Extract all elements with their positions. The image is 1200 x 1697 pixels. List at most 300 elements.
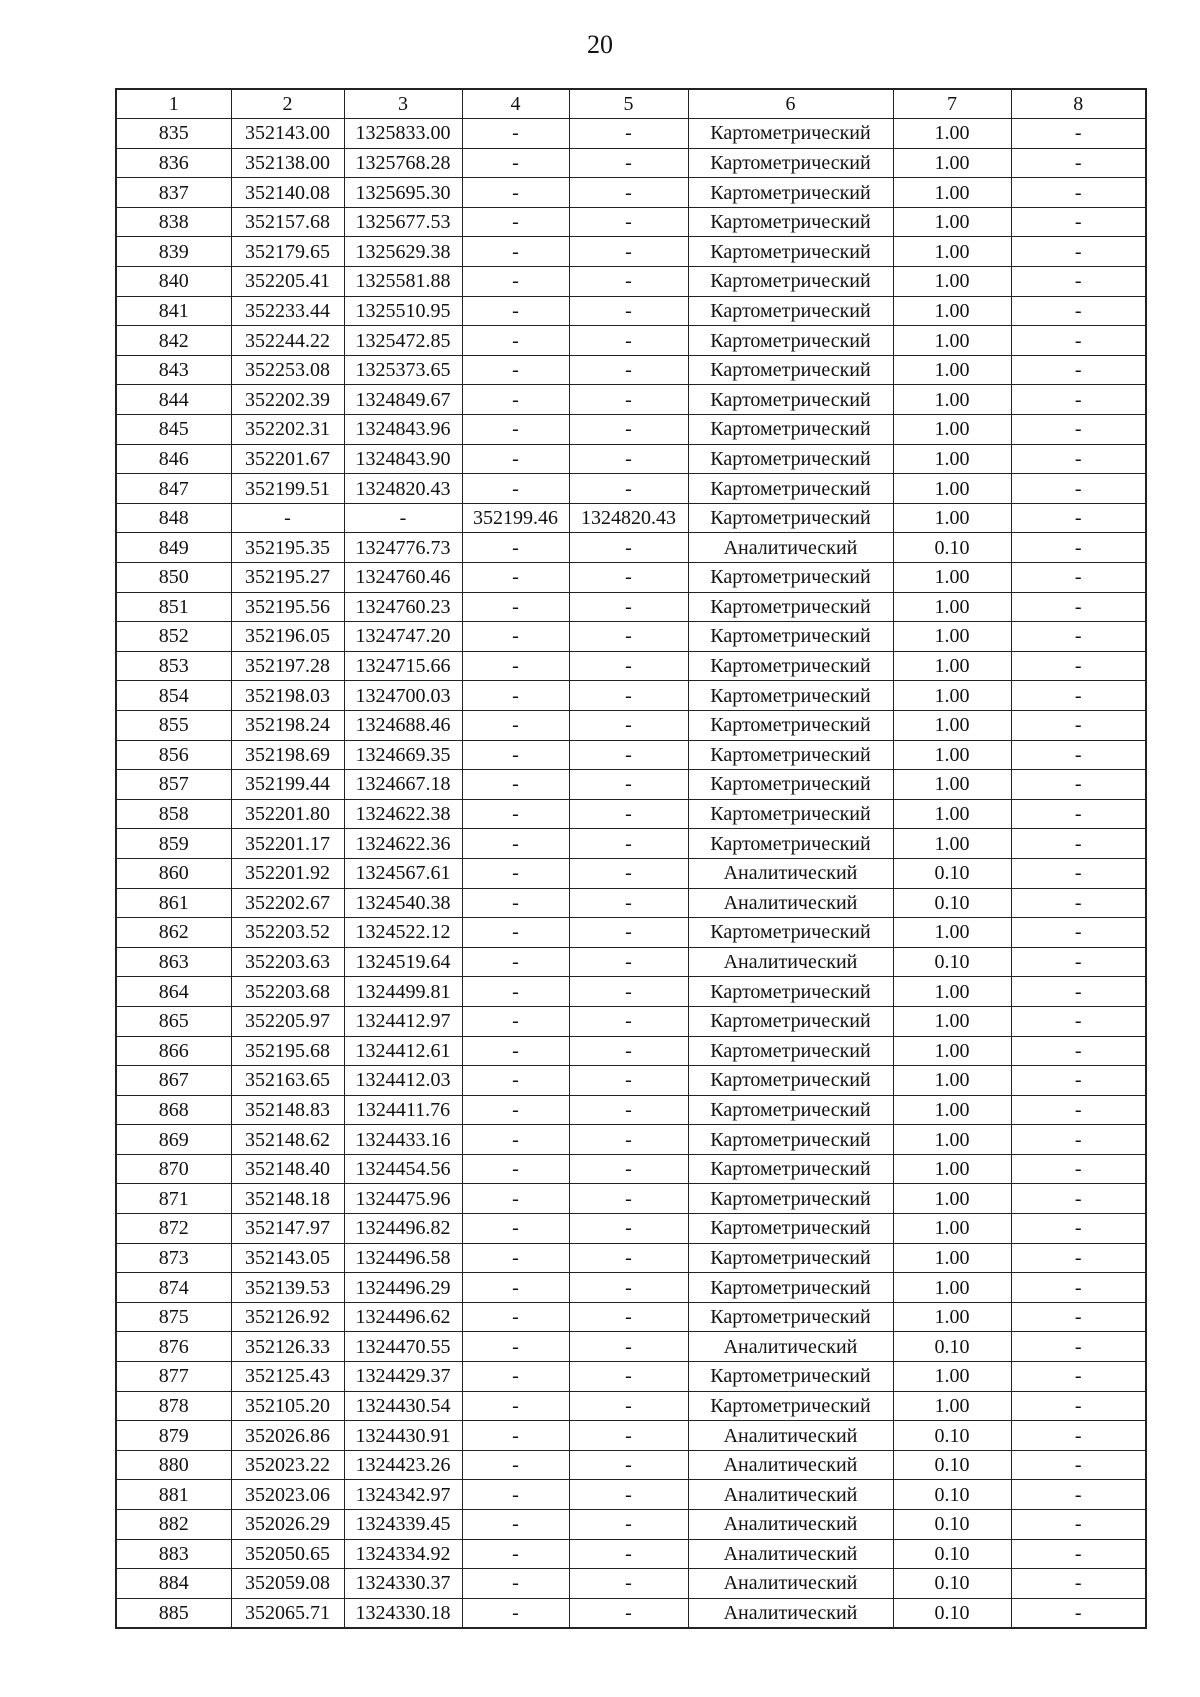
table-cell: 1.00 — [893, 474, 1011, 504]
table-cell: 839 — [116, 237, 231, 267]
table-cell: - — [462, 1480, 569, 1510]
table-cell: 1.00 — [893, 1214, 1011, 1244]
table-cell: 1.00 — [893, 326, 1011, 356]
table-cell: 1.00 — [893, 918, 1011, 948]
table-cell: 1.00 — [893, 237, 1011, 267]
table-cell: Картометрический — [688, 799, 893, 829]
table-cell: - — [462, 178, 569, 208]
table-cell: - — [462, 1214, 569, 1244]
table-cell: 862 — [116, 918, 231, 948]
table-cell: - — [1011, 1450, 1146, 1480]
table-row — [116, 1066, 1146, 1096]
table-cell: 352198.69 — [231, 740, 344, 770]
table-cell: - — [1011, 1273, 1146, 1303]
table-cell: Картометрический — [688, 1243, 893, 1273]
table-cell: 1324496.82 — [344, 1214, 462, 1244]
table-cell: 0.10 — [893, 858, 1011, 888]
table-cell: 352201.80 — [231, 799, 344, 829]
table-cell: 352202.67 — [231, 888, 344, 918]
table-cell: Аналитический — [688, 1539, 893, 1569]
table-cell: 846 — [116, 444, 231, 474]
table-cell: 352201.92 — [231, 858, 344, 888]
table-cell: - — [1011, 207, 1146, 237]
table-row — [116, 1184, 1146, 1214]
table-cell: 1.00 — [893, 1095, 1011, 1125]
table-cell: - — [1011, 1480, 1146, 1510]
table-cell: 1.00 — [893, 385, 1011, 415]
table-cell: Картометрический — [688, 977, 893, 1007]
table-cell: 352147.97 — [231, 1214, 344, 1244]
table-cell: - — [569, 829, 688, 859]
table-cell: 1.00 — [893, 710, 1011, 740]
table-cell: - — [569, 1332, 688, 1362]
table-cell: - — [1011, 1421, 1146, 1451]
table-cell: Аналитический — [688, 533, 893, 563]
table-row — [116, 918, 1146, 948]
table-cell: 855 — [116, 710, 231, 740]
table-cell: - — [569, 1214, 688, 1244]
table-cell: Картометрический — [688, 1095, 893, 1125]
table-cell: - — [1011, 799, 1146, 829]
table-cell: - — [569, 119, 688, 149]
table-cell: - — [462, 592, 569, 622]
table-cell: 871 — [116, 1184, 231, 1214]
table-cell: 848 — [116, 503, 231, 533]
table-cell: 1.00 — [893, 622, 1011, 652]
table-cell: - — [462, 651, 569, 681]
table-cell: - — [569, 1154, 688, 1184]
table-cell: - — [462, 355, 569, 385]
table-cell: 1324499.81 — [344, 977, 462, 1007]
table-cell: 352199.51 — [231, 474, 344, 504]
table-cell: - — [1011, 178, 1146, 208]
table-cell: 852 — [116, 622, 231, 652]
table-cell: Аналитический — [688, 1332, 893, 1362]
table-row — [116, 178, 1146, 208]
table-cell: 835 — [116, 119, 231, 149]
table-cell: - — [462, 563, 569, 593]
table-cell: Картометрический — [688, 1362, 893, 1392]
table-cell: 840 — [116, 267, 231, 297]
table-cell: 1324849.67 — [344, 385, 462, 415]
table-row — [116, 1302, 1146, 1332]
table-cell: - — [462, 1243, 569, 1273]
table-cell: - — [569, 1480, 688, 1510]
table-cell: 352198.24 — [231, 710, 344, 740]
table-cell: 1.00 — [893, 444, 1011, 474]
table-cell: - — [462, 1598, 569, 1628]
table-cell: Картометрический — [688, 563, 893, 593]
table-cell: 870 — [116, 1154, 231, 1184]
table-cell: 1325677.53 — [344, 207, 462, 237]
table-cell: 0.10 — [893, 1510, 1011, 1540]
table-cell: 1324330.37 — [344, 1569, 462, 1599]
table-row — [116, 1391, 1146, 1421]
table-cell: 0.10 — [893, 1332, 1011, 1362]
table-row — [116, 415, 1146, 445]
table-cell: - — [1011, 1154, 1146, 1184]
table-cell: Картометрический — [688, 1302, 893, 1332]
table-row — [116, 1539, 1146, 1569]
table-cell: 874 — [116, 1273, 231, 1303]
table-cell: 0.10 — [893, 947, 1011, 977]
table-cell: 1324433.16 — [344, 1125, 462, 1155]
table-cell: 1324334.92 — [344, 1539, 462, 1569]
table-cell: - — [569, 1095, 688, 1125]
table-cell: - — [1011, 1332, 1146, 1362]
table-cell: - — [569, 1006, 688, 1036]
table-cell: - — [462, 1066, 569, 1096]
table-cell: - — [1011, 237, 1146, 267]
table-row — [116, 444, 1146, 474]
table-cell: - — [462, 474, 569, 504]
table-cell: 1324496.62 — [344, 1302, 462, 1332]
table-cell: - — [462, 207, 569, 237]
table-cell: 352197.28 — [231, 651, 344, 681]
table-cell: - — [1011, 1125, 1146, 1155]
table-cell: 876 — [116, 1332, 231, 1362]
table-cell: 352143.05 — [231, 1243, 344, 1273]
table-cell: - — [462, 1006, 569, 1036]
table-cell: - — [569, 355, 688, 385]
header-row — [116, 89, 1146, 119]
table-cell: 868 — [116, 1095, 231, 1125]
table-cell: 1324423.26 — [344, 1450, 462, 1480]
table-cell: 1.00 — [893, 178, 1011, 208]
table-cell: Картометрический — [688, 119, 893, 149]
table-row — [116, 1125, 1146, 1155]
table-cell: - — [462, 1362, 569, 1392]
table-cell: - — [462, 1539, 569, 1569]
table-cell: 1324760.23 — [344, 592, 462, 622]
table-cell: Картометрический — [688, 267, 893, 297]
table-cell: 1.00 — [893, 1125, 1011, 1155]
table-cell: 352244.22 — [231, 326, 344, 356]
table-cell: 0.10 — [893, 1421, 1011, 1451]
table-cell: - — [569, 740, 688, 770]
table-row — [116, 740, 1146, 770]
table-cell: 861 — [116, 888, 231, 918]
table-cell: 1324522.12 — [344, 918, 462, 948]
table-cell: - — [462, 415, 569, 445]
table-cell: - — [462, 1332, 569, 1362]
table-cell: 1325510.95 — [344, 296, 462, 326]
table-cell: 1325629.38 — [344, 237, 462, 267]
table-cell: 352050.65 — [231, 1539, 344, 1569]
table-cell: Картометрический — [688, 710, 893, 740]
table-cell: - — [1011, 1066, 1146, 1096]
column-header: 7 — [893, 89, 1011, 119]
table-cell: - — [569, 1539, 688, 1569]
table-cell: Картометрический — [688, 148, 893, 178]
table-cell: Картометрический — [688, 770, 893, 800]
table-cell: - — [1011, 1243, 1146, 1273]
table-cell: - — [1011, 533, 1146, 563]
table-cell: - — [1011, 1598, 1146, 1628]
table-cell: Картометрический — [688, 178, 893, 208]
table-body — [116, 119, 1146, 1628]
table-cell: - — [462, 296, 569, 326]
table-row — [116, 1095, 1146, 1125]
table-cell: 1324454.56 — [344, 1154, 462, 1184]
table-cell: Картометрический — [688, 1214, 893, 1244]
table-cell: - — [1011, 740, 1146, 770]
table-cell: Аналитический — [688, 1510, 893, 1540]
table-cell: 1.00 — [893, 119, 1011, 149]
table-cell: 838 — [116, 207, 231, 237]
table-cell: Картометрический — [688, 326, 893, 356]
table-cell: - — [569, 1391, 688, 1421]
table-cell: 0.10 — [893, 888, 1011, 918]
table-row — [116, 237, 1146, 267]
table-cell: 879 — [116, 1421, 231, 1451]
table-cell: Аналитический — [688, 1480, 893, 1510]
table-cell: - — [1011, 977, 1146, 1007]
table-cell: 1324820.43 — [344, 474, 462, 504]
table-cell: Аналитический — [688, 858, 893, 888]
table-cell: Картометрический — [688, 681, 893, 711]
table-cell: 1.00 — [893, 799, 1011, 829]
table-cell: - — [569, 207, 688, 237]
table-cell: Картометрический — [688, 355, 893, 385]
table-row — [116, 1243, 1146, 1273]
table-cell: - — [569, 1066, 688, 1096]
table-cell: - — [462, 1421, 569, 1451]
table-cell: - — [1011, 622, 1146, 652]
table-cell: Картометрический — [688, 918, 893, 948]
table-row — [116, 1036, 1146, 1066]
table-cell: - — [462, 681, 569, 711]
table-cell: 853 — [116, 651, 231, 681]
table-cell: - — [1011, 355, 1146, 385]
table-cell: 352126.33 — [231, 1332, 344, 1362]
table-cell: - — [569, 918, 688, 948]
table-cell: - — [569, 977, 688, 1007]
table-cell: 851 — [116, 592, 231, 622]
table-cell: Аналитический — [688, 1421, 893, 1451]
column-header: 1 — [116, 89, 231, 119]
table-cell: 1324496.58 — [344, 1243, 462, 1273]
table-cell: - — [1011, 710, 1146, 740]
table-cell: Картометрический — [688, 592, 893, 622]
table-cell: - — [462, 1510, 569, 1540]
table-row — [116, 1510, 1146, 1540]
table-cell: Картометрический — [688, 1036, 893, 1066]
table-cell: 352179.65 — [231, 237, 344, 267]
table-row — [116, 829, 1146, 859]
table-row — [116, 888, 1146, 918]
table-cell: - — [462, 977, 569, 1007]
table-cell: - — [569, 1421, 688, 1451]
table-cell: 352195.68 — [231, 1036, 344, 1066]
table-cell: 352148.83 — [231, 1095, 344, 1125]
table-cell: Картометрический — [688, 1066, 893, 1096]
table-cell: 878 — [116, 1391, 231, 1421]
table-cell: - — [1011, 592, 1146, 622]
table-cell: - — [569, 1362, 688, 1392]
table-cell: 1.00 — [893, 770, 1011, 800]
table-cell: 841 — [116, 296, 231, 326]
table-cell: 866 — [116, 1036, 231, 1066]
table-cell: 352148.62 — [231, 1125, 344, 1155]
table-cell: 1324667.18 — [344, 770, 462, 800]
table-cell: 843 — [116, 355, 231, 385]
table-row — [116, 651, 1146, 681]
table-cell: - — [462, 1125, 569, 1155]
table-cell: - — [462, 1391, 569, 1421]
table-cell: Картометрический — [688, 207, 893, 237]
table-cell: - — [1011, 119, 1146, 149]
table-cell: - — [1011, 858, 1146, 888]
table-cell: - — [569, 237, 688, 267]
table-cell: 352126.92 — [231, 1302, 344, 1332]
table-cell: 1324776.73 — [344, 533, 462, 563]
table-cell: - — [1011, 267, 1146, 297]
table-cell: 837 — [116, 178, 231, 208]
table-cell: - — [1011, 474, 1146, 504]
table-cell: Картометрический — [688, 1154, 893, 1184]
table-cell: 352199.46 — [462, 503, 569, 533]
table-cell: 352138.00 — [231, 148, 344, 178]
table-cell: Картометрический — [688, 740, 893, 770]
table-cell: 1324412.97 — [344, 1006, 462, 1036]
table-cell: - — [462, 829, 569, 859]
table-row — [116, 799, 1146, 829]
table-cell: 0.10 — [893, 533, 1011, 563]
table-cell: - — [462, 710, 569, 740]
table-row — [116, 385, 1146, 415]
table-cell: - — [1011, 1510, 1146, 1540]
table-cell: 847 — [116, 474, 231, 504]
table-cell: 352205.97 — [231, 1006, 344, 1036]
table-cell: 352203.68 — [231, 977, 344, 1007]
table-cell: - — [462, 918, 569, 948]
table-cell: Картометрический — [688, 622, 893, 652]
table-cell: - — [462, 1184, 569, 1214]
table-cell: 1.00 — [893, 1036, 1011, 1066]
table-cell: 1.00 — [893, 829, 1011, 859]
table-cell: 1324622.36 — [344, 829, 462, 859]
table-cell: 1.00 — [893, 1066, 1011, 1096]
table-cell: 352023.06 — [231, 1480, 344, 1510]
table-cell: 1325373.65 — [344, 355, 462, 385]
table-cell: 857 — [116, 770, 231, 800]
table-cell: Картометрический — [688, 415, 893, 445]
table-cell: - — [1011, 1184, 1146, 1214]
table-cell: 1324339.45 — [344, 1510, 462, 1540]
table-cell: 352105.20 — [231, 1391, 344, 1421]
table-cell: 1324669.35 — [344, 740, 462, 770]
coordinates-table — [115, 88, 1147, 1629]
table-cell: - — [462, 326, 569, 356]
table-row — [116, 1006, 1146, 1036]
table-cell: 1324540.38 — [344, 888, 462, 918]
table-cell: - — [569, 326, 688, 356]
table-cell: 0.10 — [893, 1598, 1011, 1628]
table-cell: 1.00 — [893, 740, 1011, 770]
table-cell: 1324843.96 — [344, 415, 462, 445]
table-cell: Аналитический — [688, 1569, 893, 1599]
table-cell: Аналитический — [688, 888, 893, 918]
table-row — [116, 1450, 1146, 1480]
table-cell: - — [462, 947, 569, 977]
table-cell: Аналитический — [688, 1598, 893, 1628]
table-cell: - — [569, 1184, 688, 1214]
table-cell: - — [569, 474, 688, 504]
table-cell: - — [462, 119, 569, 149]
table-cell: - — [1011, 1362, 1146, 1392]
table-cell: - — [569, 267, 688, 297]
table-cell: - — [1011, 1214, 1146, 1244]
table-cell: 352139.53 — [231, 1273, 344, 1303]
table-cell: 1325472.85 — [344, 326, 462, 356]
table-row — [116, 1421, 1146, 1451]
table-cell: - — [1011, 947, 1146, 977]
table-cell: 867 — [116, 1066, 231, 1096]
table-cell: 0.10 — [893, 1569, 1011, 1599]
table-cell: - — [462, 770, 569, 800]
table-cell: - — [569, 533, 688, 563]
table-cell: - — [1011, 681, 1146, 711]
table-cell: - — [569, 1243, 688, 1273]
table-cell: 1.00 — [893, 1006, 1011, 1036]
table-cell: - — [462, 533, 569, 563]
table-cell: - — [569, 1569, 688, 1599]
table-cell: - — [1011, 563, 1146, 593]
column-header: 5 — [569, 89, 688, 119]
table-cell: - — [569, 947, 688, 977]
table-row — [116, 355, 1146, 385]
table-cell: 875 — [116, 1302, 231, 1332]
table-cell: 884 — [116, 1569, 231, 1599]
table-cell: - — [462, 799, 569, 829]
table-cell: - — [569, 858, 688, 888]
table-row — [116, 858, 1146, 888]
table-cell: - — [569, 178, 688, 208]
table-cell: 1324747.20 — [344, 622, 462, 652]
table-row — [116, 1569, 1146, 1599]
table-cell: 865 — [116, 1006, 231, 1036]
table-cell: 836 — [116, 148, 231, 178]
table-cell: 881 — [116, 1480, 231, 1510]
table-cell: 1.00 — [893, 1184, 1011, 1214]
table-cell: - — [569, 385, 688, 415]
table-cell: 1.00 — [893, 503, 1011, 533]
table-row — [116, 592, 1146, 622]
table-cell: 352148.18 — [231, 1184, 344, 1214]
table-cell: 849 — [116, 533, 231, 563]
table-cell: 352201.67 — [231, 444, 344, 474]
table-cell: 352143.00 — [231, 119, 344, 149]
table-cell: 863 — [116, 947, 231, 977]
table-cell: 352140.08 — [231, 178, 344, 208]
table-cell: 1.00 — [893, 355, 1011, 385]
table-cell: - — [462, 1569, 569, 1599]
table-row — [116, 770, 1146, 800]
table-cell: 1325768.28 — [344, 148, 462, 178]
table-cell: Картометрический — [688, 1125, 893, 1155]
table-row — [116, 1214, 1146, 1244]
table-cell: 856 — [116, 740, 231, 770]
table-cell: - — [1011, 415, 1146, 445]
table-cell: 352065.71 — [231, 1598, 344, 1628]
column-header: 8 — [1011, 89, 1146, 119]
table-row — [116, 710, 1146, 740]
table-cell: 872 — [116, 1214, 231, 1244]
table-cell: 1324412.61 — [344, 1036, 462, 1066]
table-cell: - — [462, 1036, 569, 1066]
table-cell: 1324429.37 — [344, 1362, 462, 1392]
